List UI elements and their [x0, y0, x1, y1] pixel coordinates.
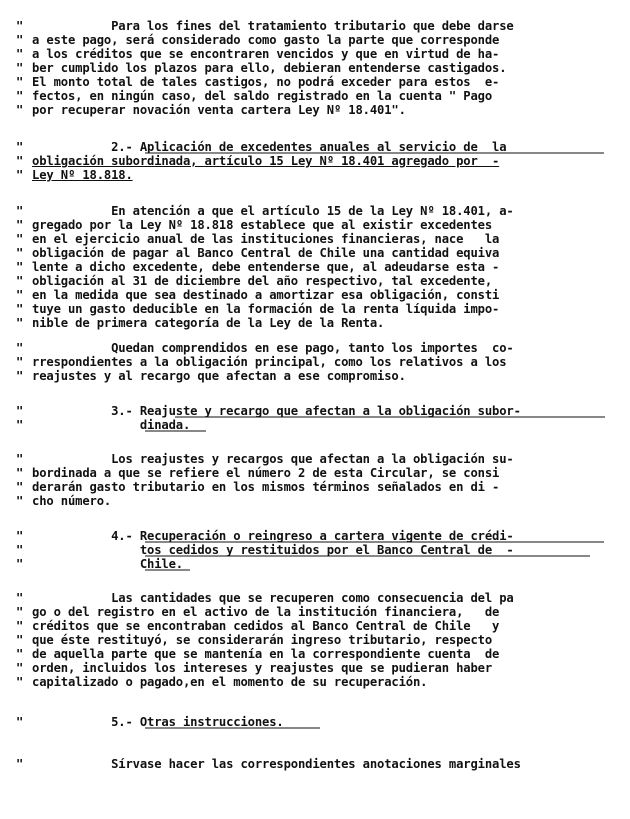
- line-text: en la medida que sea destinado a amortizar esa obligación, consti: [32, 288, 500, 302]
- text-line: [0, 232, 630, 246]
- line-text: lente a dicho excedente, debe entenderse que, al adeudarse esta -: [32, 260, 500, 274]
- margin-mark: ": [16, 605, 24, 619]
- margin-mark: ": [16, 715, 24, 729]
- margin-mark: ": [16, 369, 24, 383]
- text-line: [0, 619, 630, 633]
- text-line: [0, 246, 630, 260]
- section-4-heading: Chile.: [32, 557, 183, 571]
- line-text: por recuperar novación venta cartera Ley Nº 18.401".: [32, 103, 406, 117]
- margin-mark: ": [16, 61, 24, 75]
- section-heading-line: [0, 154, 630, 168]
- margin-mark: ": [16, 204, 24, 218]
- text-line: [0, 647, 630, 661]
- line-text: nible de primera categoría de la Ley de la Renta.: [32, 316, 385, 330]
- margin-mark: ": [16, 341, 24, 355]
- margin-mark: ": [16, 246, 24, 260]
- margin-mark: ": [16, 89, 24, 103]
- line-text: fectos, en ningún caso, del saldo registrado en la cuenta " Pago: [32, 89, 492, 103]
- line-text: bordinada a que se refiere el número 2 de esta Circular, se consi: [32, 466, 500, 480]
- line-text: Sírvase hacer las correspondientes anotaciones marginales: [32, 757, 521, 771]
- text-line: [0, 633, 630, 647]
- line-text: Las cantidades que se recuperen como consecuencia del pa: [32, 591, 514, 605]
- section-3-heading: 3.- Reajuste y recargo que afectan a la obligación subor-: [32, 404, 521, 418]
- text-line: [0, 757, 630, 771]
- text-line: [0, 260, 630, 274]
- section-heading-line: [0, 543, 630, 557]
- margin-mark: ": [16, 557, 24, 571]
- margin-mark: ": [16, 619, 24, 633]
- line-text: a este pago, será considerado como gasto la parte que corresponde: [32, 33, 500, 47]
- text-line: [0, 288, 630, 302]
- margin-mark: ": [16, 47, 24, 61]
- text-line: [0, 33, 630, 47]
- line-text: a los créditos que se encontraren vencidos y que en virtud de ha-: [32, 47, 500, 61]
- margin-mark: ": [16, 316, 24, 330]
- text-line: [0, 218, 630, 232]
- line-text: gregado por la Ley Nº 18.818 establece que al existir excedentes: [32, 218, 492, 232]
- text-line: [0, 103, 630, 117]
- margin-mark: ": [16, 647, 24, 661]
- margin-mark: ": [16, 140, 24, 154]
- margin-mark: ": [16, 418, 24, 432]
- margin-mark: ": [16, 103, 24, 117]
- line-text: rrespondientes a la obligación principal, como los relativos a los: [32, 355, 507, 369]
- section-4-heading: 4.- Recuperación o reingreso a cartera vigente de crédi-: [32, 529, 514, 543]
- line-text: Quedan comprendidos en ese pago, tanto los importes co-: [32, 341, 514, 355]
- margin-mark: ": [16, 232, 24, 246]
- line-text: obligación al 31 de diciembre del año respectivo, tal excedente,: [32, 274, 492, 288]
- text-line: [0, 75, 630, 89]
- section-heading-line: [0, 529, 630, 543]
- section-2-heading: obligación subordinada, artículo 15 Ley Nº 18.401 agregado por -: [32, 154, 500, 168]
- line-text: El monto total de tales castigos, no podrá exceder para estos e-: [32, 75, 500, 89]
- margin-mark: ": [16, 168, 24, 182]
- line-text: créditos que se encontraban cedidos al Banco Central de Chile y: [32, 619, 500, 633]
- line-text: Los reajustes y recargos que afectan a la obligación su-: [32, 452, 514, 466]
- text-line: [0, 47, 630, 61]
- line-text: reajustes y al recargo que afectan a ese compromiso.: [32, 369, 406, 383]
- line-text: obligación de pagar al Banco Central de Chile una cantidad equiva: [32, 246, 500, 260]
- margin-mark: ": [16, 19, 24, 33]
- margin-mark: ": [16, 757, 24, 771]
- text-line: [0, 466, 630, 480]
- margin-mark: ": [16, 355, 24, 369]
- margin-mark: ": [16, 675, 24, 689]
- text-line: [0, 452, 630, 466]
- text-line: [0, 19, 630, 33]
- margin-mark: ": [16, 33, 24, 47]
- margin-mark: ": [16, 452, 24, 466]
- margin-mark: ": [16, 260, 24, 274]
- line-text: de aquella parte que se mantenía en la correspondiente cuenta de: [32, 647, 500, 661]
- margin-mark: ": [16, 274, 24, 288]
- margin-mark: ": [16, 591, 24, 605]
- section-heading-line: [0, 404, 630, 418]
- margin-mark: ": [16, 494, 24, 508]
- line-text: go o del registro en el activo de la institución financiera, de: [32, 605, 500, 619]
- section-heading-line: [0, 557, 630, 571]
- text-line: [0, 61, 630, 75]
- margin-mark: ": [16, 543, 24, 557]
- margin-mark: ": [16, 154, 24, 168]
- line-text: en el ejercicio anual de las instituciones financieras, nace la: [32, 232, 500, 246]
- section-heading-line: [0, 168, 630, 182]
- text-line: [0, 675, 630, 689]
- line-text: orden, incluidos los intereses y reajustes que se pudieran haber: [32, 661, 492, 675]
- margin-mark: ": [16, 288, 24, 302]
- text-line: [0, 591, 630, 605]
- line-text: derarán gasto tributario en los mismos términos señalados en di -: [32, 480, 500, 494]
- line-text: cho número.: [32, 494, 112, 508]
- text-line: [0, 355, 630, 369]
- line-text: En atención a que el artículo 15 de la Ley Nº 18.401, a-: [32, 204, 514, 218]
- text-line: [0, 494, 630, 508]
- section-4-heading: tos cedidos y restituidos por el Banco Central de -: [32, 543, 514, 557]
- section-heading-line: [0, 715, 630, 729]
- line-text: que éste restituyó, se considerarán ingreso tributario, respecto: [32, 633, 492, 647]
- margin-mark: ": [16, 404, 24, 418]
- text-line: [0, 204, 630, 218]
- text-line: [0, 274, 630, 288]
- line-text: ber cumplido los plazos para ello, debieran entenderse castigados.: [32, 61, 507, 75]
- margin-mark: ": [16, 466, 24, 480]
- section-heading-line: [0, 418, 630, 432]
- section-2-heading: 2.- Aplicación de excedentes anuales al servicio de la: [32, 140, 507, 154]
- text-line: [0, 341, 630, 355]
- text-line: [0, 480, 630, 494]
- text-line: [0, 302, 630, 316]
- section-5-heading: 5.- Otras instrucciones.: [32, 715, 284, 729]
- margin-mark: ": [16, 75, 24, 89]
- text-line: [0, 89, 630, 103]
- text-line: [0, 661, 630, 675]
- section-3-heading: dinada.: [32, 418, 191, 432]
- section-heading-line: [0, 140, 630, 154]
- line-text: Para los fines del tratamiento tributario que debe darse: [32, 19, 514, 33]
- text-line: [0, 369, 630, 383]
- margin-mark: ": [16, 661, 24, 675]
- margin-mark: ": [16, 529, 24, 543]
- text-line: [0, 316, 630, 330]
- margin-mark: ": [16, 302, 24, 316]
- section-2-heading: Ley Nº 18.818.: [32, 168, 133, 182]
- line-text: capitalizado o pagado,en el momento de su recuperación.: [32, 675, 428, 689]
- text-line: [0, 605, 630, 619]
- margin-mark: ": [16, 218, 24, 232]
- margin-mark: ": [16, 633, 24, 647]
- margin-mark: ": [16, 480, 24, 494]
- line-text: tuye un gasto deducible en la formación de la renta líquida impo-: [32, 302, 500, 316]
